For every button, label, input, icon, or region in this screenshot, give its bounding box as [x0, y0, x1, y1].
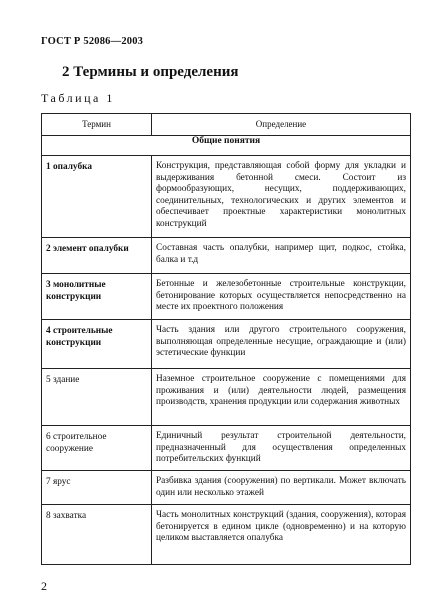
definition-cell: Конструкция, представляющая собой форму для укладки и выдерживания бетонной смеси. Состоит из формообразующих, несущих, поддерживающих, соединительных, технологических и других элементов и обеспечивает проектные характеристики монолитных конструкций — [152, 156, 411, 238]
term-cell: 1 опалубка — [42, 156, 152, 238]
definition-cell: Единичный результат строительной деятельности, предназначенный для осуществления определенных потребительских функций — [152, 426, 411, 471]
definition-cell: Составная часть опалубки, например щит, подкос, стойка, балка и т.д — [152, 238, 411, 274]
table-row — [42, 274, 411, 320]
table-row — [42, 369, 411, 426]
table-header-row — [42, 114, 411, 136]
table-row — [42, 471, 411, 505]
definition-cell: Часть здания или другого строительного сооружения, выполняющая определенные несущие, ограждающие и (или) эстетические функции — [152, 320, 411, 369]
standard-header: ГОСТ Р 52086—2003 — [41, 36, 144, 47]
group-row — [42, 136, 411, 156]
definition-cell: Разбивка здания (сооружения) по вертикали. Может включать один или несколько этажей — [152, 471, 411, 505]
table-row — [42, 156, 411, 238]
term-cell: 3 монолитные конструкции — [42, 274, 152, 320]
definition-cell: Бетонные и железобетонные строительные конструкции, бетонирование которых осуществляется непосредственно на месте их проектного положения — [152, 274, 411, 320]
table-row — [42, 238, 411, 274]
term-cell: 4 строительные конструкции — [42, 320, 152, 369]
term-cell: 8 захватка — [42, 505, 152, 565]
term-cell: 5 здание — [42, 369, 152, 426]
terms-table — [41, 113, 411, 565]
table-row — [42, 426, 411, 471]
definition-cell: Часть монолитных конструкций (здания, сооружения), которая бетонируется в едином цикле (одновременно) и на которую целиком выставляется опалубка — [152, 505, 411, 565]
column-header-definition: Определение — [152, 114, 411, 136]
group-label: Общие понятия — [42, 136, 411, 156]
term-cell: 7 ярус — [42, 471, 152, 505]
column-header-term: Термин — [42, 114, 152, 136]
term-cell: 2 элемент опалубки — [42, 238, 152, 274]
term-cell: 6 строительное сооружение — [42, 426, 152, 471]
section-title: 2 Термины и определения — [62, 64, 239, 80]
definition-cell: Наземное строительное сооружение с помещениями для проживания и (или) деятельности людей, размещения производств, хранения продукции или содержания животных — [152, 369, 411, 426]
page-number: 2 — [41, 579, 47, 593]
table-caption: Таблица 1 — [41, 91, 115, 105]
table-row — [42, 320, 411, 369]
table-row — [42, 505, 411, 565]
